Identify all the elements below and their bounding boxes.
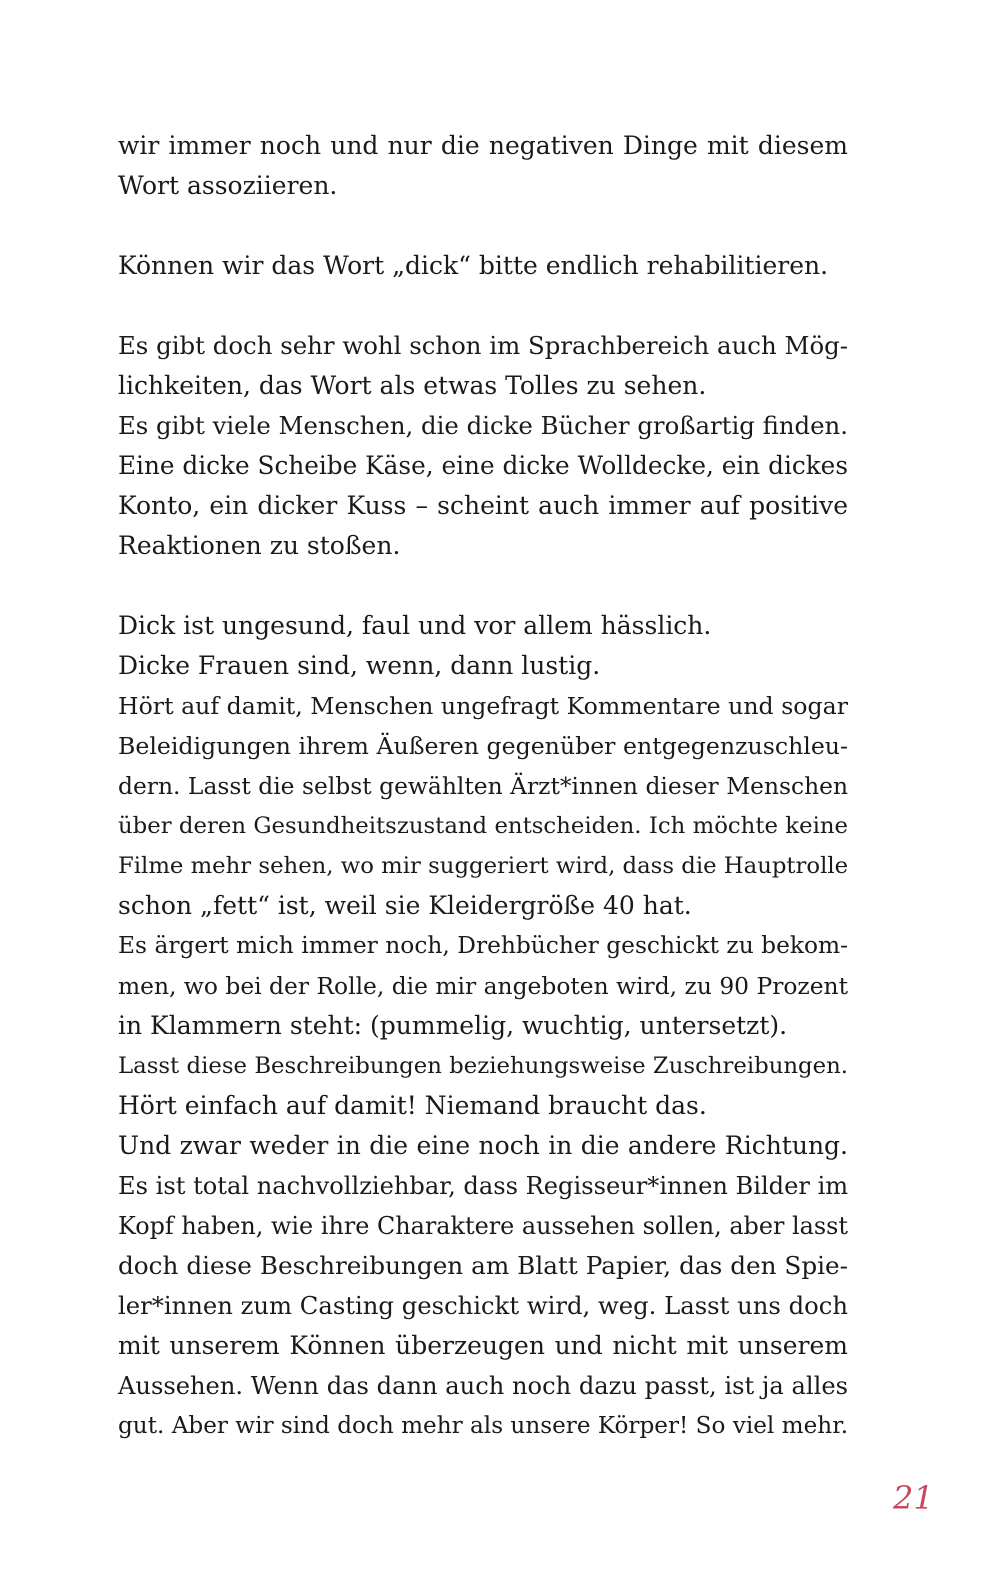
text-line: Es ist total nachvollziehbar, dass Regisseur*innen Bilder im <box>118 1172 849 1200</box>
text-line: Es gibt doch sehr wohl schon im Sprachbereich auch Mög- <box>118 331 848 360</box>
text-line: schon „fett“ ist, weil sie Kleidergröße 40 hat. <box>118 891 692 920</box>
text-line: über deren Gesundheitszustand entscheiden. Ich möchte keine <box>118 813 848 839</box>
text-line: Können wir das Wort „dick“ bitte endlich rehabilitieren. <box>118 251 829 280</box>
text-line: Und zwar weder in die eine noch in die andere Richtung. <box>118 1131 848 1160</box>
paragraph-4 <box>118 606 848 1446</box>
text-line: in Klammern steht: (pummelig, wuchtig, untersetzt). <box>118 1011 788 1040</box>
paragraph-gap <box>118 286 848 326</box>
text-line: Wort assoziieren. <box>118 171 338 200</box>
text-line: Konto, ein dicker Kuss – scheint auch immer auf positive <box>118 491 848 520</box>
text-line: wir immer noch und nur die negativen Dinge mit diesem <box>118 131 848 160</box>
text-line: Aussehen. Wenn das dann auch noch dazu passt, ist ja alles <box>118 1372 848 1400</box>
text-line: Hört einfach auf damit! Niemand braucht das. <box>118 1091 707 1120</box>
text-line: Hört auf damit, Menschen ungefragt Kommentare und sogar <box>118 692 848 720</box>
text-line: mit unserem Können überzeugen und nicht mit unserem <box>118 1331 848 1360</box>
text-line: Es ärgert mich immer noch, Drehbücher geschickt zu bekom- <box>118 932 848 959</box>
paragraph-2 <box>118 246 848 286</box>
text-line: Beleidigungen ihrem Äußeren gegenüber entgegenzuschleu- <box>118 732 848 760</box>
page-number: 21 <box>893 1479 934 1517</box>
body-text <box>118 126 848 1446</box>
text-line: men, wo bei der Rolle, die mir angeboten wird, zu 90 Prozent <box>118 972 848 1000</box>
text-line: Kopf haben, wie ihre Charaktere aussehen sollen, aber lasst <box>118 1212 848 1240</box>
text-line: ler*innen zum Casting geschickt wird, weg. Lasst uns doch <box>118 1291 848 1320</box>
text-line: gut. Aber wir sind doch mehr als unsere Körper! So viel mehr. <box>118 1413 849 1439</box>
paragraph-gap <box>118 206 848 246</box>
text-line: Dick ist ungesund, faul und vor allem hässlich. <box>118 611 712 640</box>
text-line: doch diese Beschreibungen am Blatt Papier, das den Spie- <box>118 1251 848 1280</box>
text-line: Es gibt viele Menschen, die dicke Bücher großartig finden. <box>118 411 848 440</box>
text-line: Filme mehr sehen, wo mir suggeriert wird, dass die Hauptrolle <box>118 853 849 879</box>
text-line: lichkeiten, das Wort als etwas Tolles zu sehen. <box>118 371 707 400</box>
text-line: Dicke Frauen sind, wenn, dann lustig. <box>118 651 601 680</box>
text-line: Lasst diese Beschreibungen beziehungsweise Zuschreibungen. <box>118 1053 848 1079</box>
paragraph-3 <box>118 326 848 566</box>
paragraph-1 <box>118 126 848 206</box>
paragraph-gap <box>118 566 848 606</box>
text-line: dern. Lasst die selbst gewählten Ärzt*innen dieser Menschen <box>118 772 848 800</box>
text-line: Reaktionen zu stoßen. <box>118 531 401 560</box>
text-line: Eine dicke Scheibe Käse, eine dicke Wolldecke, ein dickes <box>118 451 848 480</box>
